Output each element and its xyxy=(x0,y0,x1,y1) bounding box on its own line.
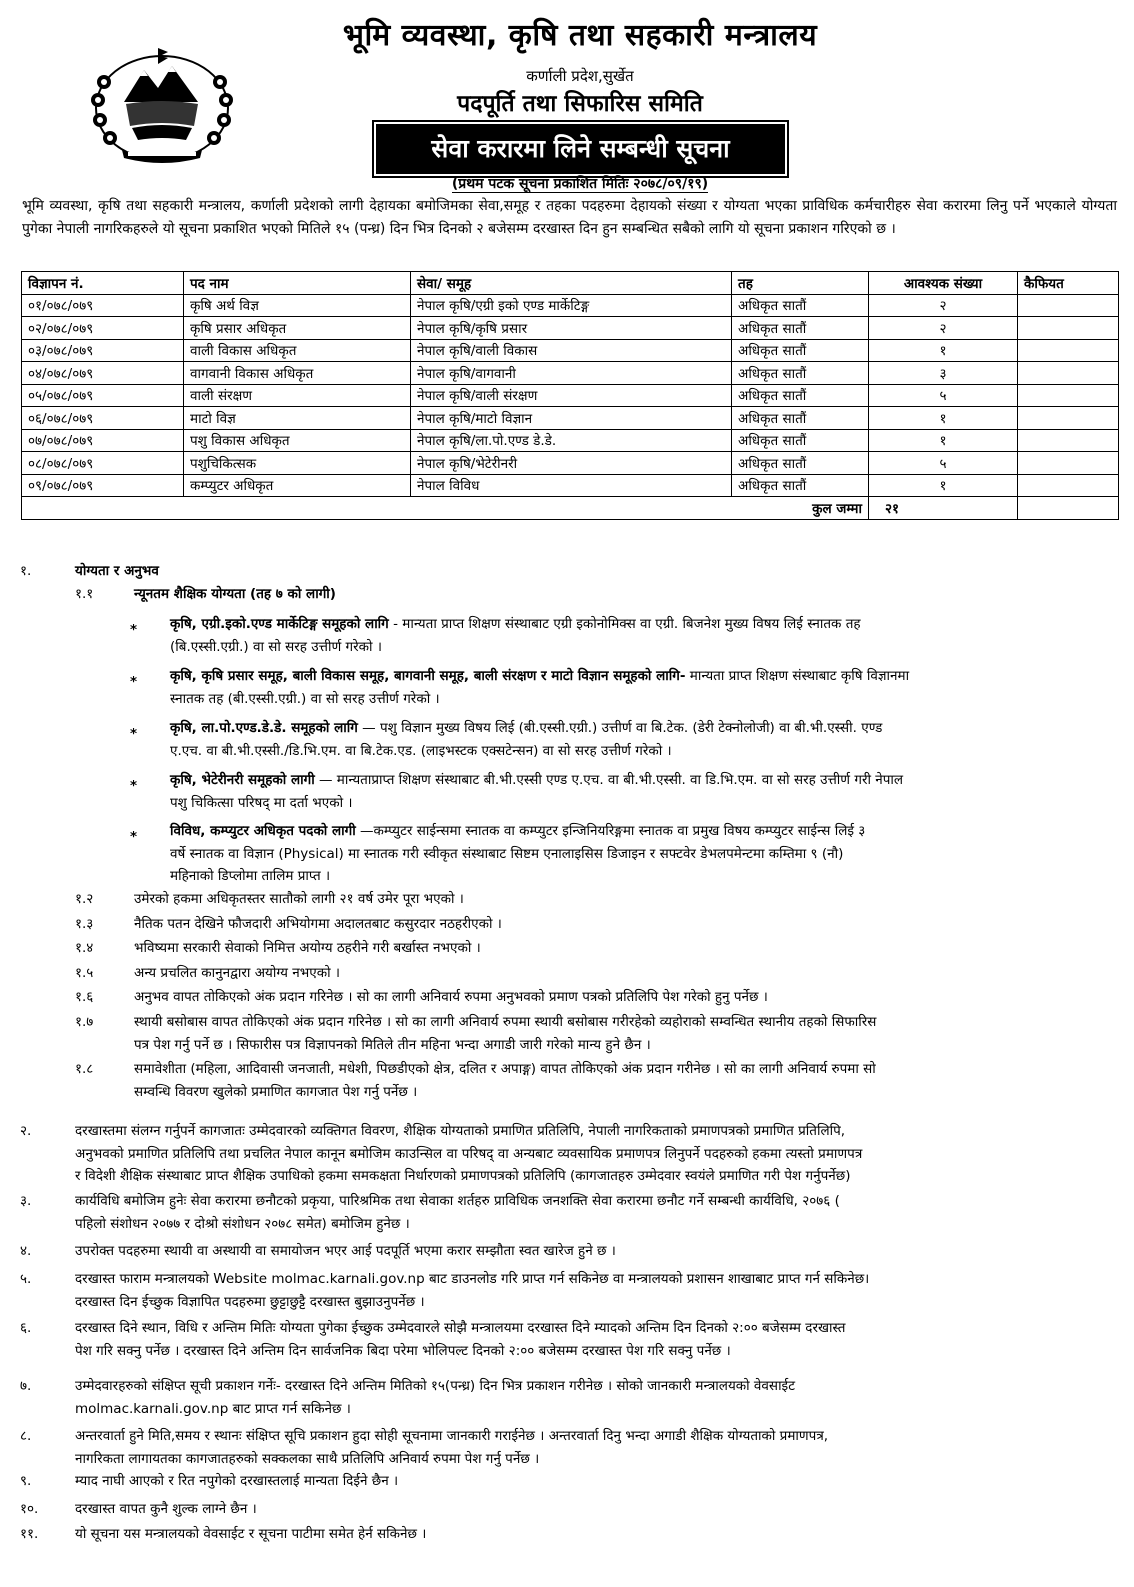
required-count-cell: ३ xyxy=(869,362,1018,385)
bullet-l3: महिनाको डिप्लोमा तालिम प्राप्त । xyxy=(170,868,331,884)
bullet-text xyxy=(170,769,1117,814)
bullet-icon: * xyxy=(130,674,138,690)
post-name-cell: वाली संरक्षण xyxy=(184,384,411,407)
item-number: २. xyxy=(20,1123,32,1139)
item-line: नागरिकता लागायतका कागजातहरुको सक्कलका साथै प्रतिलिपि अनिवार्य रुपमा पेश गर्नु पर्नेछ । xyxy=(75,1450,540,1467)
post-name-cell: पशु विकास अधिकृत xyxy=(184,429,411,452)
item-text xyxy=(75,1120,1117,1188)
table-total-row xyxy=(22,497,1119,520)
subsection-text xyxy=(134,962,1117,985)
section-title: योग्यता र अनुभव xyxy=(75,563,159,579)
bullet-heading: विविध, कम्प्युटर अधिकृत पदको लागी xyxy=(170,823,356,839)
item-number: ५. xyxy=(20,1271,32,1287)
ad-no-cell: ०३/०७८/०७९ xyxy=(22,339,184,362)
item-line: दरखास्तमा संलग्न गर्नुपर्ने कागजातः उम्मेदवारको व्यक्तिगत विवरण, शैक्षिक योग्यताको प्रमाणित प्रतिलिपि, नेपाली नागरिकताको प्रमाणपत्रको प्रमाणित प्रतिलिपि, xyxy=(75,1123,846,1139)
subsection-number: १.५ xyxy=(75,965,94,981)
bullet-text xyxy=(170,665,1117,710)
bullet-line-1: - मान्यता प्राप्त शिक्षण संस्थाबाट एग्री इकोनोमिक्स वा एग्री. बिजनेश मुख्य विषय लिई स्नातक तह xyxy=(388,616,861,632)
subsection-number: १.४ xyxy=(75,940,94,956)
table-row xyxy=(22,339,1119,362)
item-number: ६. xyxy=(20,1320,32,1336)
level-cell: अधिकृत सातौं xyxy=(732,452,869,475)
bullet-l2: (बि.एस्सी.एग्री.) वा सो सरह उत्तीर्ण गरेको । xyxy=(170,638,382,655)
level-cell: अधिकृत सातौं xyxy=(732,294,869,317)
remarks-cell xyxy=(1018,429,1119,452)
bullet-line-1: —कम्प्युटर साईन्समा स्नातक वा कम्प्युटर इन्जिनियरिङ्गमा स्नातक वा प्रमुख विषय कम्प्युटर साईन्स लिई ३ xyxy=(355,823,866,839)
item-text xyxy=(75,1498,1117,1521)
remarks-cell xyxy=(1018,474,1119,497)
bullet-heading: कृषि, ला.पो.एण्ड.डे.डे. समूहको लागि xyxy=(170,720,358,736)
table-row xyxy=(22,362,1119,385)
service-group-cell: नेपाल कृषि/माटो विज्ञान xyxy=(411,407,732,430)
ad-no-cell: ०५/०७८/०७९ xyxy=(22,384,184,407)
service-group-cell: नेपाल कृषि/भेटेरीनरी xyxy=(411,452,732,475)
bullet-line-1: — पशु विज्ञान मुख्य विषय लिई (बी.एस्सी.एग्री.) उत्तीर्ण वा बि.टेक. (डेरी टेक्नोलोजी) वा बी.भी.एस्सी. एण्ड xyxy=(357,720,883,736)
item-line: कार्यविधि बमोजिम हुनेः सेवा करारमा छनौटको प्रकृया, पारिश्रमिक तथा सेवाका शर्तहरु प्राविधिक जनशक्ति सेवा करारमा छनौट गर्ने सम्बन्धी कार्यविधि, २०७६ ( xyxy=(75,1193,840,1209)
item-line: दरखास्त वापत कुनै शुल्क लाग्ने छैन । xyxy=(75,1501,257,1517)
required-count-cell: २ xyxy=(869,294,1018,317)
item-number: १०. xyxy=(20,1501,39,1517)
bullet-icon: * xyxy=(130,778,138,794)
government-emblem-icon xyxy=(82,42,242,170)
ad-no-cell: ०६/०७८/०७९ xyxy=(22,407,184,430)
post-name-cell: वाली विकास अधिकृत xyxy=(184,339,411,362)
item-line: दरखास्त दिन ईच्छुक विज्ञापित पदहरुमा छुट्टाछुट्टै दरखास्त बुझाउनुपर्नेछ । xyxy=(75,1293,425,1310)
item-number: ११. xyxy=(20,1526,39,1542)
table-header-row xyxy=(22,272,1119,295)
post-name-cell: कृषि प्रसार अधिकृत xyxy=(184,317,411,340)
table-row xyxy=(22,294,1119,317)
bullet-line-1: — मान्यताप्राप्त शिक्षण संस्थाबाट बी.भी.एस्सी एण्ड ए.एच. वा बी.भी.एस्सी. वा डि.भि.एम. वा सो सरह उत्तीर्ण गरी नेपाल xyxy=(314,772,904,788)
subsection-line-1: अनुभव वापत तोकिएको अंक प्रदान गरिनेछ । सो का लागी अनिवार्य रुपमा अनुभवको प्रमाण पत्रको प्रतिलिपि पेश गरेको हुनु पर्नेछ । xyxy=(134,989,768,1005)
bullet-l2: पशु चिकित्सा परिषद् मा दर्ता भएको । xyxy=(170,794,353,811)
col-header-remarks: कैफियत xyxy=(1018,272,1119,295)
subsection-text xyxy=(134,888,1117,911)
item-line: दरखास्त दिने स्थान, विधि र अन्तिम मितिः योग्यता पुगेका ईच्छुक उम्मेदवारले सोझै मन्त्रालयमा दरखास्त दिने म्यादको अन्तिम दिन दिनको २:०० बजेसम्म दरखास्त xyxy=(75,1320,846,1336)
required-count-cell: १ xyxy=(869,407,1018,430)
post-name-cell: पशुचिकित्सक xyxy=(184,452,411,475)
col-header-level: तह xyxy=(732,272,869,295)
subsection-line-1: नैतिक पतन देखिने फौजदारी अभियोगमा अदालतबाट कसुरदार नठहरीएको । xyxy=(134,916,502,932)
item-number: ७. xyxy=(20,1378,32,1394)
bullet-l2: स्नातक तह (बी.एस्सी.एग्री.) वा सो सरह उत्तीर्ण गरेको । xyxy=(170,690,440,707)
bullet-line-1: मान्यता प्राप्त शिक्षण संस्थाबाट कृषि विज्ञानमा xyxy=(685,668,910,684)
bullet-icon: * xyxy=(130,622,138,638)
required-count-cell: १ xyxy=(869,429,1018,452)
subsection-text xyxy=(134,913,1117,936)
item-number: ४. xyxy=(20,1243,32,1259)
remarks-cell xyxy=(1018,317,1119,340)
ad-no-cell: ०४/०७८/०७९ xyxy=(22,362,184,385)
total-label: कुल जम्मा xyxy=(22,497,869,520)
table-row xyxy=(22,452,1119,475)
bullet-l2: वर्षे स्नातक वा विज्ञान (Physical) मा स्नातक गरी स्वीकृत संस्थाबाट सिष्टम एनालाइसिस डिजाइन र सफ्टवेर डेभलपमेन्टमा कम्तिमा ९ (नौ) xyxy=(170,845,844,862)
ad-no-cell: ०७/०७८/०७९ xyxy=(22,429,184,452)
subsection-number: १.३ xyxy=(75,916,94,932)
table-row xyxy=(22,429,1119,452)
table-row xyxy=(22,317,1119,340)
service-group-cell: नेपाल कृषि/कृषि प्रसार xyxy=(411,317,732,340)
service-group-cell: नेपाल विविध xyxy=(411,474,732,497)
post-name-cell: कृषि अर्थ विज्ञ xyxy=(184,294,411,317)
remarks-cell xyxy=(1018,362,1119,385)
ministry-location: कर्णाली प्रदेश,सुर्खेत xyxy=(526,67,634,85)
remarks-cell xyxy=(1018,294,1119,317)
col-header-post-name: पद नाम xyxy=(184,272,411,295)
subsection-text xyxy=(134,1058,1117,1103)
subsection-number: १.७ xyxy=(75,1014,94,1030)
total-value: २१ xyxy=(869,497,1018,520)
remarks-cell xyxy=(1018,407,1119,430)
bullet-text xyxy=(170,613,1117,658)
table-row xyxy=(22,474,1119,497)
bullet-l2: ए.एच. वा बी.भी.एस्सी./डि.भि.एम. वा बि.टेक.एड. (लाइभस्टक एक्सटेन्सन) वा सो सरह उत्तीर्ण गरेको । xyxy=(170,742,672,759)
subsection-line-1: भविष्यमा सरकारी सेवाको निमित्त अयोग्य ठहरीने गरी बर्खास्त नभएको । xyxy=(134,940,481,956)
required-count-cell: ५ xyxy=(869,384,1018,407)
service-group-cell: नेपाल कृषि/ला.पो.एण्ड डे.डे. xyxy=(411,429,732,452)
remarks-cell xyxy=(1018,339,1119,362)
remarks-cell xyxy=(1018,384,1119,407)
item-text xyxy=(75,1375,1117,1420)
bullet-icon: * xyxy=(130,829,138,845)
subsection-text xyxy=(134,937,1117,960)
level-cell: अधिकृत सातौं xyxy=(732,429,869,452)
required-count-cell: १ xyxy=(869,339,1018,362)
service-group-cell: नेपाल कृषि/वागवानी xyxy=(411,362,732,385)
section-number: १. xyxy=(20,563,32,579)
item-line: अनुभवको प्रमाणित प्रतिलिपि तथा प्रचलित नेपाल कानून बमोजिम काउन्सिल वा परिषद् वा अन्यबाट व्यवसायिक प्रमाणपत्र लिनुपर्ने पदहरुको हकमा त्यस्तो प्रमाणपत्र xyxy=(75,1145,863,1162)
bullet-text xyxy=(170,717,1117,762)
item-text xyxy=(75,1523,1117,1546)
item-text xyxy=(75,1425,1117,1470)
required-count-cell: २ xyxy=(869,317,1018,340)
col-header-service-group: सेवा/ समूह xyxy=(411,272,732,295)
subsection-line-2: पत्र पेश गर्नु पर्ने छ । सिफारीस पत्र विज्ञापनको मितिले तीन महिना भन्दा अगाडी जारी गरेको मान्य हुने छैन । xyxy=(134,1036,651,1053)
notice-title-banner: सेवा करारमा लिने सम्बन्धी सूचना xyxy=(376,124,785,174)
table-row xyxy=(22,407,1119,430)
publish-date: (प्रथम पटक सूचना प्रकाशित मितिः २०७८/०९/१९) xyxy=(451,176,709,192)
committee-title: पदपूर्ति तथा सिफारिस समिति xyxy=(457,91,703,117)
bullet-heading: कृषि, एग्री.इको.एण्ड मार्केटिङ्ग समूहको लागि xyxy=(170,616,389,632)
item-line: अन्तरवार्ता हुने मिति,समय र स्थानः संक्षिप्त सूचि प्रकाशन हुदा सोही सूचनामा जानकारी गराईनेछ । अन्तरवार्ता दिनु भन्दा अगाडी शैक्षिक योग्यताको प्रमाणपत्र, xyxy=(75,1428,829,1444)
subsection-number: १.६ xyxy=(75,989,94,1005)
service-group-cell: नेपाल कृषि/वाली संरक्षण xyxy=(411,384,732,407)
item-line: म्याद नाघी आएको र रित नपुगेको दरखास्तलाई मान्यता दिईने छैन । xyxy=(75,1473,399,1489)
bullet-icon: * xyxy=(130,726,138,742)
bullet-text xyxy=(170,820,1117,888)
ad-no-cell: ०१/०७८/०७९ xyxy=(22,294,184,317)
subsection-line-1: अन्य प्रचलित कानुनद्वारा अयोग्य नभएको । xyxy=(134,965,341,981)
item-line: र विदेशी शैक्षिक संस्थाबाट प्राप्त शैक्षिक उपाधिको हकमा समकक्षता निर्धारणको प्रमाणपत्रको प्रतिलिपि (कागजातहरु उम्मेदवार स्वयंले प्रमाणित गरी पेश गर्नुपर्नेछ) xyxy=(75,1168,851,1184)
item-line: पहिलो संशोधन २०७७ र दोश्रो संशोधन २०७८ समेत) बमोजिम हुनेछ । xyxy=(75,1215,410,1232)
required-count-cell: ५ xyxy=(869,452,1018,475)
subsection-title: न्यूनतम शैक्षिक योग्यता (तह ७ को लागी) xyxy=(134,586,336,602)
item-line: दरखास्त फाराम मन्त्रालयको Website molmac.karnali.gov.np बाट डाउनलोड गरि प्राप्त गर्न सकिनेछ वा मन्त्रालयको प्रशासन शाखाबाट प्राप्त गर्न सकिनेछ। xyxy=(75,1271,870,1287)
subsection-number: १.८ xyxy=(75,1061,94,1077)
ad-no-cell: ०९/०७८/०७९ xyxy=(22,474,184,497)
subsection-line-1: उमेरको हकमा अधिकृतस्तर सातौको लागी २१ वर्ष उमेर पूरा भएको । xyxy=(134,891,464,907)
item-text xyxy=(75,1240,1117,1263)
level-cell: अधिकृत सातौं xyxy=(732,384,869,407)
service-group-cell: नेपाल कृषि/एग्री इको एण्ड मार्केटिङ्ग xyxy=(411,294,732,317)
vacancy-table xyxy=(21,271,1119,520)
post-name-cell: वागवानी विकास अधिकृत xyxy=(184,362,411,385)
col-header-required-count: आवश्यक संख्या xyxy=(869,272,1018,295)
ministry-title: भूमि व्यवस्था, कृषि तथा सहकारी मन्त्रालय xyxy=(342,18,818,53)
item-number: ८. xyxy=(20,1428,32,1444)
col-header-ad-no: विज्ञापन नं. xyxy=(22,272,184,295)
subsection-text xyxy=(134,986,1117,1009)
subsection-number: १.२ xyxy=(75,891,94,907)
item-text xyxy=(75,1470,1117,1493)
subsection-line-1: समावेशीता (महिला, आदिवासी जनजाती, मधेशी, पिछडीएको क्षेत्र, दलित र अपाङ्ग) वापत तोकिएको अंक प्रदान गरीनेछ । सो का लागी अनिवार्य रुपमा सो xyxy=(134,1061,876,1077)
level-cell: अधिकृत सातौं xyxy=(732,362,869,385)
remarks-cell xyxy=(1018,452,1119,475)
item-text xyxy=(75,1268,1117,1313)
intro-paragraph: भूमि व्यवस्था, कृषि तथा सहकारी मन्त्रालय, कर्णाली प्रदेशको लागी देहायका बमोजिमका सेवा,समूह र तहका पदहरुमा देहायको संख्या र योग्यता भएका प्राविधिक कर्मचारीहरु सेवा करारमा लिनु पर्ने भएकाले योग्यता पुगेका नेपाली नागरिकहरुले यो सूचना प्रकाशित भएको मितिले १५ (पन्ध्र) दिन भित्र दिनको २ बजेसम्म दरखास्त दिन हुन सम्बन्धित सबैको लागि यो सूचना प्रकाशन गरिएको छ । xyxy=(22,198,1117,237)
level-cell: अधिकृत सातौं xyxy=(732,317,869,340)
subsection-number: १.१ xyxy=(75,586,94,602)
total-remarks xyxy=(1018,497,1119,520)
subsection-line-1: स्थायी बसोबास वापत तोकिएको अंक प्रदान गरिनेछ । सो का लागी अनिवार्य रुपमा स्थायी बसोबास गरीरहेको व्यहोराको सम्वन्धित स्थानीय तहको सिफारिस xyxy=(134,1014,877,1030)
post-name-cell: माटो विज्ञ xyxy=(184,407,411,430)
subsection-line-2: सम्वन्धि विवरण खुलेको प्रमाणित कागजात पेश गर्नु पर्नेछ । xyxy=(134,1083,418,1100)
item-text xyxy=(75,1190,1117,1235)
required-count-cell: १ xyxy=(869,474,1018,497)
post-name-cell: कम्प्युटर अधिकृत xyxy=(184,474,411,497)
item-number: ३. xyxy=(20,1193,32,1209)
bullet-heading: कृषि, भेटेरीनरी समूहको लागी xyxy=(170,772,315,788)
level-cell: अधिकृत सातौं xyxy=(732,407,869,430)
item-line: molmac.karnali.gov.np बाट प्राप्त गर्न सकिनेछ । xyxy=(75,1400,351,1417)
item-line: यो सूचना यस मन्त्रालयको वेवसाईट र सूचना पाटीमा समेत हेर्न सकिनेछ । xyxy=(75,1526,427,1542)
ad-no-cell: ०२/०७८/०७९ xyxy=(22,317,184,340)
level-cell: अधिकृत सातौं xyxy=(732,474,869,497)
service-group-cell: नेपाल कृषि/वाली विकास xyxy=(411,339,732,362)
bullet-heading: कृषि, कृषि प्रसार समूह, बाली विकास समूह, बागवानी समूह, बाली संरक्षण र माटो विज्ञान समूहको लागि- xyxy=(170,668,686,684)
ad-no-cell: ०८/०७८/०७९ xyxy=(22,452,184,475)
item-line: पेश गरि सक्नु पर्नेछ । दरखास्त दिने अन्तिम दिन सार्वजनिक बिदा परेमा भोलिपल्ट दिनको २:०० बजेसम्म दरखास्त पेश गरि सक्नु पर्नेछ । xyxy=(75,1342,731,1359)
subsection-text xyxy=(134,1011,1117,1056)
item-line: उपरोक्त पदहरुमा स्थायी वा अस्थायी वा समायोजन भएर आई पदपूर्ति भएमा करार सम्झौता स्वत खारेज हुने छ । xyxy=(75,1243,616,1259)
table-row xyxy=(22,384,1119,407)
item-number: ९. xyxy=(20,1473,32,1489)
item-text xyxy=(75,1317,1117,1362)
item-line: उम्मेदवारहरुको संक्षिप्त सूची प्रकाशन गर्नेः- दरखास्त दिने अन्तिम मितिको १५(पन्ध्र) दिन भित्र प्रकाशन गरीनेछ । सोको जानकारी मन्त्रालयको वेवसाईट xyxy=(75,1378,795,1394)
level-cell: अधिकृत सातौं xyxy=(732,339,869,362)
